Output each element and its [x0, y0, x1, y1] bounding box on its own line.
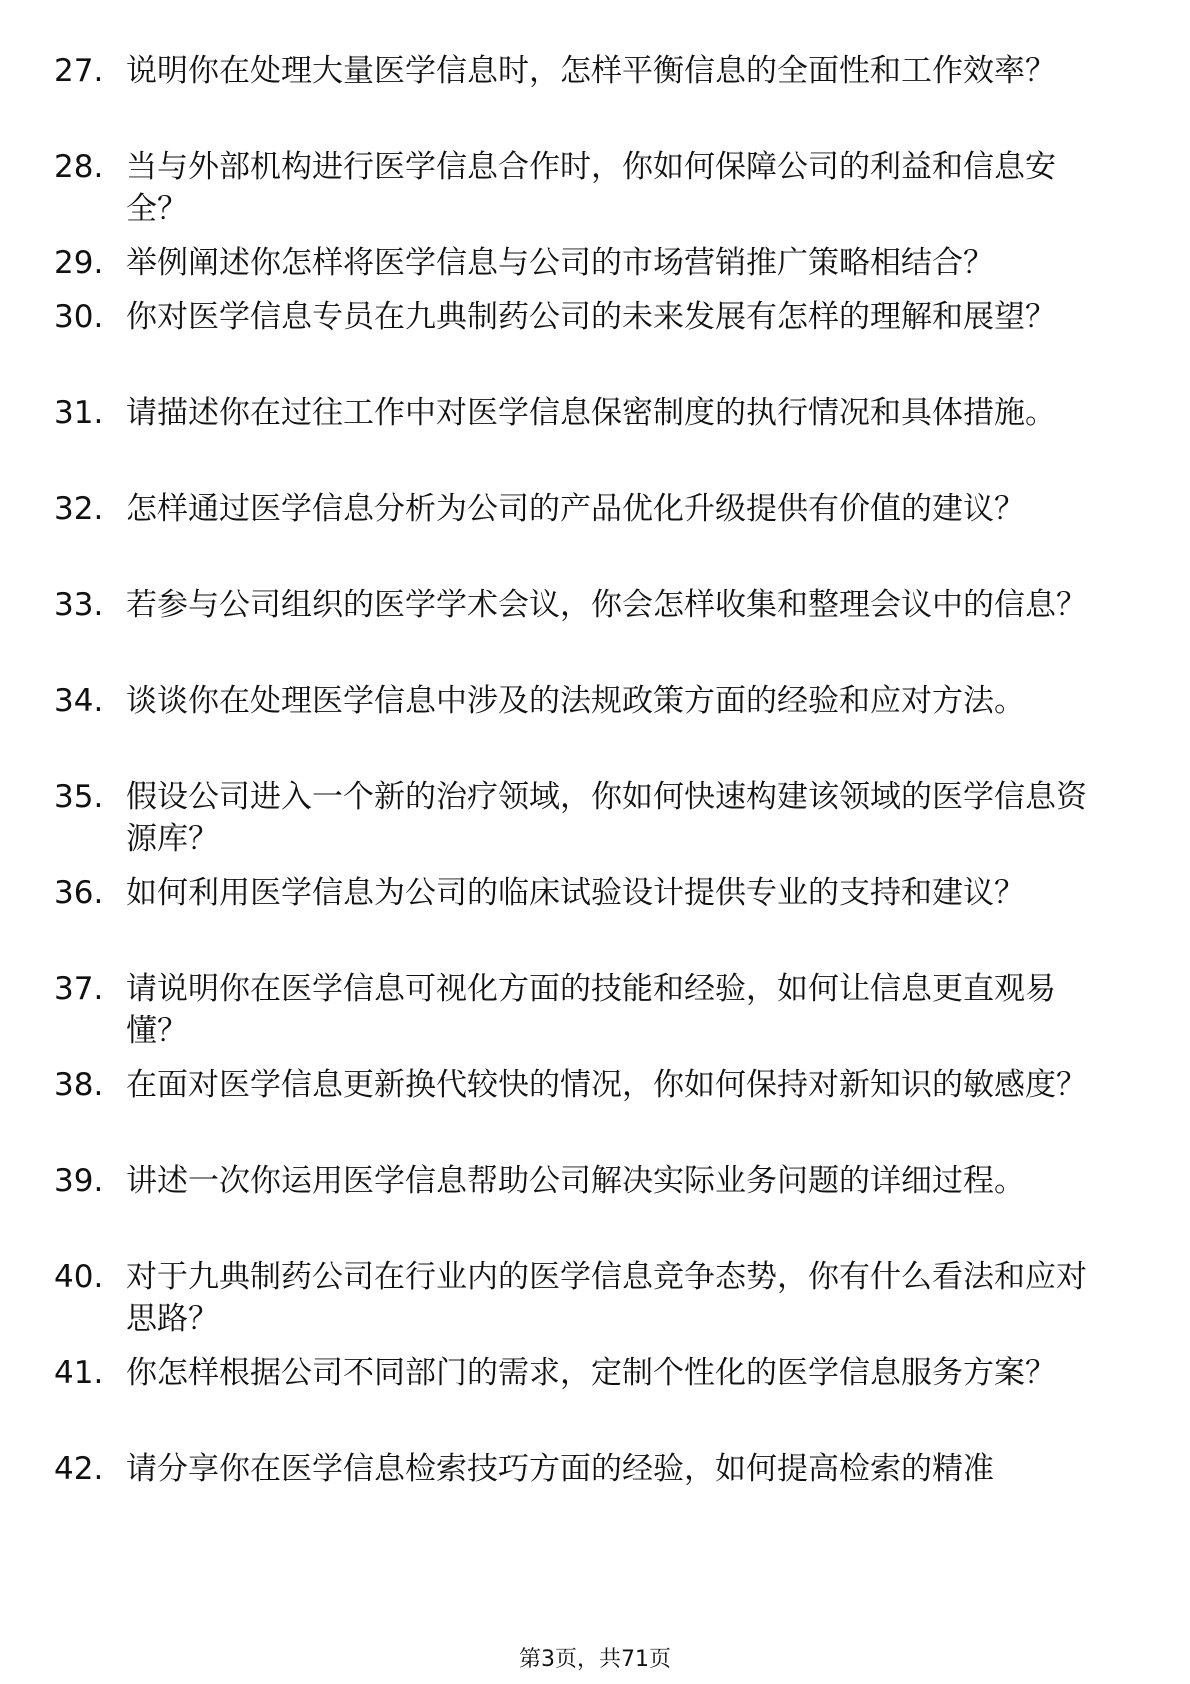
question-number: 28. [54, 149, 104, 185]
question-number: 40. [54, 1259, 104, 1295]
question-text: 你对医学信息专员在九典制药公司的未来发展有怎样的理解和展望？ [126, 299, 1056, 335]
question-number: 33. [54, 587, 104, 623]
question-text: 谈谈你在处理医学信息中涉及的法规政策方面的经验和应对方法。 [126, 683, 1025, 719]
question-text: 对于九典制药公司在行业内的医学信息竞争态势，你有什么看法和应对思路？ [126, 1259, 1087, 1337]
question-text: 在面对医学信息更新换代较快的情况，你如何保持对新知识的敏感度？ [126, 1067, 1087, 1103]
question-list [54, 50, 1134, 1496]
question-item [54, 488, 1134, 584]
question-text: 请分享你在医学信息检索技巧方面的经验，如何提高检索的精准 [126, 1451, 994, 1487]
question-number: 39. [54, 1163, 104, 1199]
question-item [54, 50, 1134, 146]
question-item [54, 1160, 1134, 1256]
question-item [54, 392, 1134, 488]
question-text: 举例阐述你怎样将医学信息与公司的市场营销推广策略相结合？ [126, 245, 994, 281]
question-item [54, 776, 1134, 872]
question-text: 讲述一次你运用医学信息帮助公司解决实际业务问题的详细过程。 [126, 1163, 1025, 1199]
question-text: 请说明你在医学信息可视化方面的技能和经验，如何让信息更直观易懂？ [126, 971, 1056, 1049]
question-number: 36. [54, 875, 104, 911]
question-item [54, 146, 1134, 242]
page-number: 第3页，共71页 [519, 1647, 671, 1672]
question-text: 说明你在处理大量医学信息时，怎样平衡信息的全面性和工作效率？ [126, 53, 1056, 89]
question-number: 29. [54, 245, 104, 281]
question-item [54, 1448, 1134, 1496]
question-text: 当与外部机构进行医学信息合作时，你如何保障公司的利益和信息安全？ [126, 149, 1056, 227]
question-text: 怎样通过医学信息分析为公司的产品优化升级提供有价值的建议？ [126, 491, 1025, 527]
question-item [54, 1352, 1134, 1448]
question-number: 38. [54, 1067, 104, 1103]
question-number: 31. [54, 395, 104, 431]
question-number: 41. [54, 1355, 104, 1391]
question-text: 请描述你在过往工作中对医学信息保密制度的执行情况和具体措施。 [126, 395, 1056, 431]
question-number: 27. [54, 53, 104, 89]
question-number: 35. [54, 779, 104, 815]
question-item [54, 680, 1134, 776]
question-item [54, 296, 1134, 392]
question-text: 若参与公司组织的医学学术会议，你会怎样收集和整理会议中的信息？ [126, 587, 1087, 623]
question-item [54, 242, 1134, 296]
question-item [54, 1064, 1134, 1160]
question-number: 32. [54, 491, 104, 527]
question-number: 30. [54, 299, 104, 335]
question-item [54, 968, 1134, 1064]
question-number: 42. [54, 1451, 104, 1487]
question-item [54, 1256, 1134, 1352]
question-item [54, 872, 1134, 968]
question-item [54, 584, 1134, 680]
question-text: 你怎样根据公司不同部门的需求，定制个性化的医学信息服务方案？ [126, 1355, 1056, 1391]
question-number: 34. [54, 683, 104, 719]
question-text: 假设公司进入一个新的治疗领域，你如何快速构建该领域的医学信息资源库？ [126, 779, 1087, 857]
question-text: 如何利用医学信息为公司的临床试验设计提供专业的支持和建议？ [126, 875, 1025, 911]
question-number: 37. [54, 971, 104, 1007]
